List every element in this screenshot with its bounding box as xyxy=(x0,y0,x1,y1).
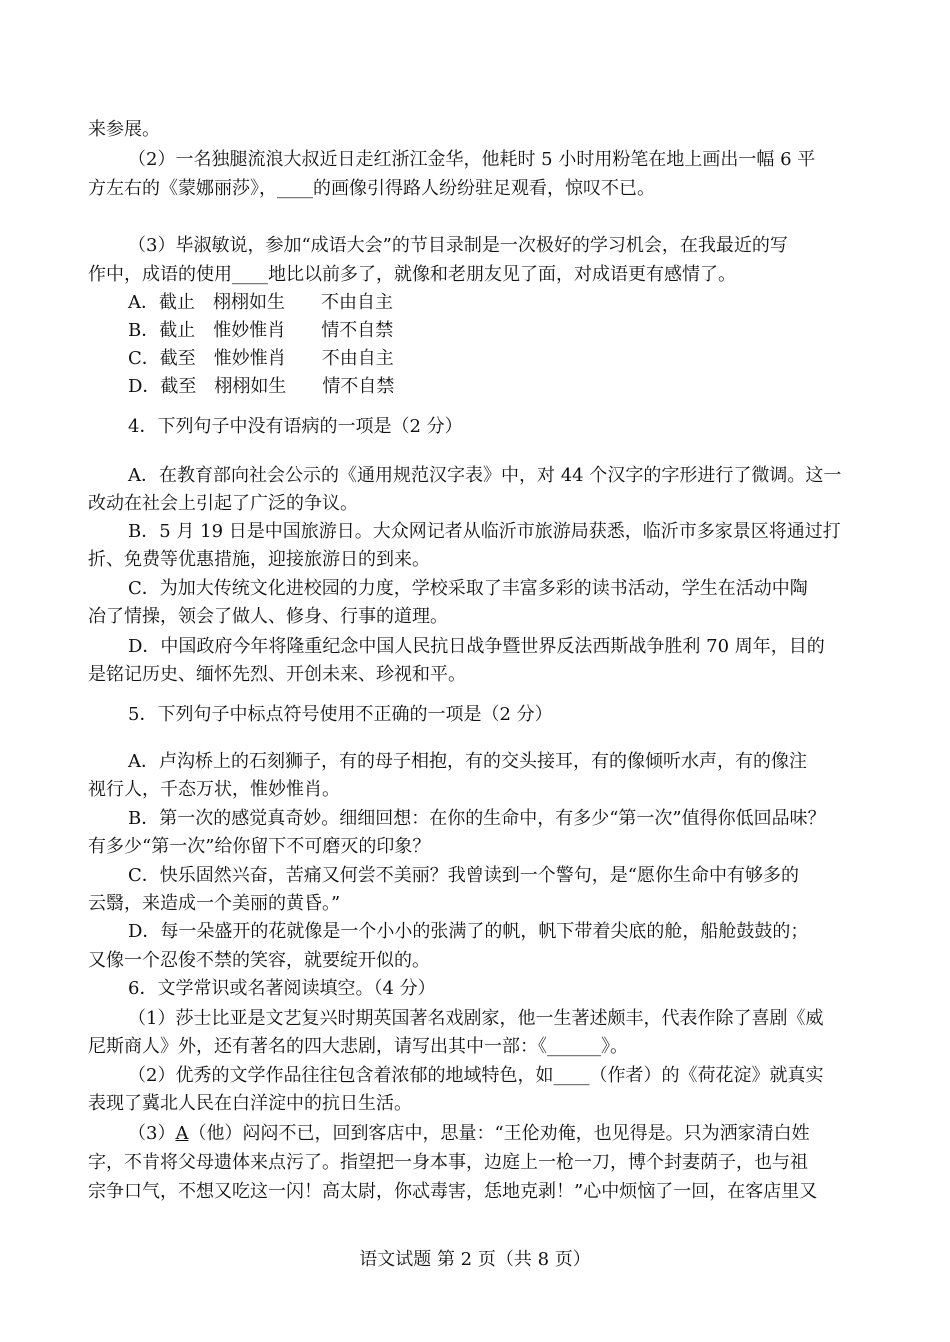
text-line: 尼斯商人》外，还有著名的四大悲剧，请写出其中一部：《______》。 xyxy=(88,1036,628,1057)
text-line: （2）一名独腿流浪大叔近日走红浙江金华，他耗时 5 小时用粉笔在地上画出一幅 6 平 xyxy=(128,149,816,170)
text-line: B．第一次的感觉真奇妙。细细回想：在你的生命中，有多少“第一次”值得你低回品味？ xyxy=(128,808,826,829)
text-line: A．卢沟桥上的石刻狮子，有的母子相抱，有的交头接耳，有的像倾听水声，有的像注 xyxy=(128,751,807,772)
text-line: 又像一个忍俊不禁的笑容，就要绽开似的。 xyxy=(88,950,430,971)
question-title: 4．下列句子中没有语病的一项是（2 分） xyxy=(128,416,463,437)
text-line: 视行人，千态万状，惟妙惟肖。 xyxy=(88,779,340,800)
text-line: D．每一朵盛开的花就像是一个小小的张满了的帆，帆下带着尖底的舱，船舱鼓鼓的； xyxy=(128,921,809,942)
question-title: 6．文学常识或名著阅读填空。（4 分） xyxy=(128,978,436,999)
text-line: C．为加大传统文化进校园的力度，学校采取了丰富多彩的读书活动，学生在活动中陶 xyxy=(128,578,808,599)
text-line: C．快乐固然兴奋，苦痛又何尝不美丽？我曾读到一个警句，是“愿你生命中有够多的 xyxy=(128,865,799,886)
page-footer: 语文试题 第 2 页（共 8 页） xyxy=(359,1249,591,1270)
text-line: 表现了冀北人民在白洋淀中的抗日生活。 xyxy=(88,1093,412,1114)
text-line: 云翳，来造成一个美丽的黄昏。” xyxy=(88,893,341,914)
text-fragment: （他）闷闷不已，回到客店中，思量：“王伦劝俺，也见得是。只为洒家清白姓 xyxy=(188,1123,810,1144)
text-line: A．在教育部向社会公示的《通用规范汉字表》中，对 44 个汉字的字形进行了微调。这一 xyxy=(128,465,842,486)
option-line: A．截止 栩栩如生 不由自主 xyxy=(128,292,393,313)
question-title: 5．下列句子中标点符号使用不正确的一项是（2 分） xyxy=(128,704,553,725)
text-line: 方左右的《蒙娜丽莎》，____的画像引得路人纷纷驻足观看，惊叹不已。 xyxy=(88,178,655,199)
option-line: D．截至 栩栩如生 情不自禁 xyxy=(128,376,395,397)
text-line: （1）莎士比亚是文艺复兴时期英国著名戏剧家，他一生著述颇丰，代表作除了喜剧《威 xyxy=(128,1008,824,1029)
text-line: 来参展。 xyxy=(88,119,160,140)
text-line: 字，不肯将父母遗体来点污了。指望把一身本事，边庭上一枪一刀，博个封妻荫子，也与祖 xyxy=(88,1152,808,1173)
text-line: 作中，成语的使用____地比以前多了，就像和老朋友见了面，对成语更有感情了。 xyxy=(88,264,736,285)
text-fragment: （3） xyxy=(128,1123,176,1144)
text-line: 折、免费等优惠措施，迎接旅游日的到来。 xyxy=(88,549,430,570)
option-line: C．截至 惟妙惟肖 不由自主 xyxy=(128,348,394,369)
text-line: 是铭记历史、缅怀先烈、开创未来、珍视和平。 xyxy=(88,664,466,685)
text-line: 冶了情操，领会了做人、修身、行事的道理。 xyxy=(88,606,448,627)
text-line: （2）优秀的文学作品往往包含着浓郁的地域特色，如____（作者）的《荷花淀》就真实 xyxy=(128,1065,824,1086)
text-line: 宗争口气，不想又吃这一闪！高太尉，你忒毒害，恁地克剥！”心中烦恼了一回，在客店里又 xyxy=(88,1181,818,1202)
text-line xyxy=(128,1120,810,1148)
text-line: D．中国政府今年将隆重纪念中国人民抗日战争暨世界反法西斯战争胜利 70 周年，目的 xyxy=(128,636,825,657)
underlined-blank: A xyxy=(175,1123,189,1144)
option-line: B．截止 惟妙惟肖 情不自禁 xyxy=(128,320,394,341)
text-line: 改动在社会上引起了广泛的争议。 xyxy=(88,493,358,514)
text-line: （3）毕淑敏说，参加“成语大会”的节目录制是一次极好的学习机会，在我最近的写 xyxy=(128,235,788,256)
text-line: B．5 月 19 日是中国旅游日。大众网记者从临沂市旅游局获悉，临沂市多家景区将通过打 xyxy=(128,521,841,542)
text-line: 有多少“第一次”给你留下不可磨灭的印象？ xyxy=(88,836,431,857)
